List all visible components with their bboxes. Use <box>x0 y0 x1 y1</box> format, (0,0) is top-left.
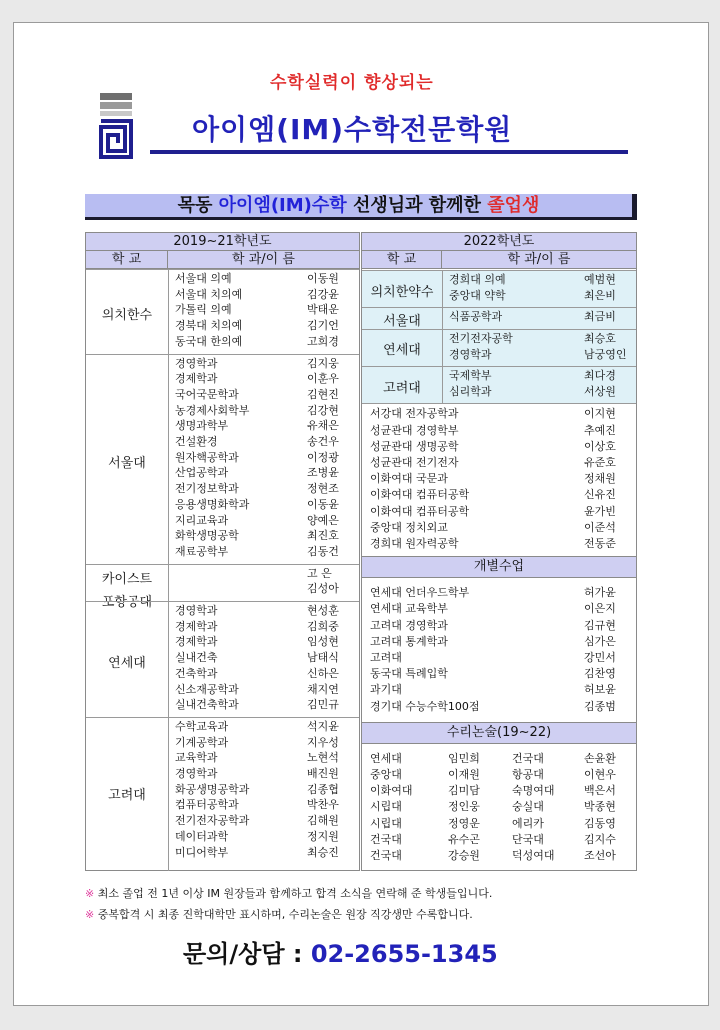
dept-name: 성균관대 생명공학 <box>370 439 459 453</box>
university-name: 덕성여대 <box>512 849 555 862</box>
dept-name: 과기대 <box>370 683 402 697</box>
student-name: 김동건 <box>307 544 339 558</box>
student-name: 이은지 <box>584 602 616 616</box>
col-header-school: 학 교 <box>362 251 442 269</box>
school-group <box>362 307 636 308</box>
dept-name: 가톨릭 의예 <box>175 303 232 317</box>
student-name: 양예은 <box>307 513 339 527</box>
student-name: 석지윤 <box>307 719 339 733</box>
banner-part-1: 목동 <box>177 195 219 216</box>
school-group <box>86 564 359 565</box>
student-name: 박종현 <box>584 800 616 814</box>
student-name: 허보윤 <box>584 683 616 697</box>
student-name: 박태운 <box>307 303 339 317</box>
student-name: 손윤환 <box>584 751 616 765</box>
student-name: 최승진 <box>307 845 339 859</box>
dept-name: 서울대 치의예 <box>175 287 243 301</box>
dept-name: 데이터과학 <box>175 829 229 843</box>
student-name: 정인웅 <box>448 800 480 814</box>
dept-name: 경영학과 <box>175 604 218 617</box>
school-group <box>362 270 636 271</box>
school-name: 서울대 <box>108 455 146 471</box>
contact-info <box>183 934 498 969</box>
dept-name: 농경제사회학부 <box>175 403 250 417</box>
dept-name: 이화여대 컴퓨터공학 <box>370 488 470 502</box>
student-name: 김지수 <box>584 832 616 846</box>
dept-name: 경북대 치의예 <box>175 319 243 333</box>
dept-name: 동국대 한의예 <box>175 334 243 348</box>
dept-name: 경영학과 <box>175 356 218 370</box>
school-group <box>86 717 359 718</box>
student-name: 강민서 <box>584 651 616 664</box>
note-1 <box>85 885 492 901</box>
dept-name: 경제학과 <box>175 635 218 649</box>
student-name: 임민희 <box>448 751 480 765</box>
dept-name: 연세대 교육학부 <box>370 602 448 616</box>
dept-name: 고려대 경영학과 <box>370 618 448 632</box>
student-name: 채지연 <box>307 682 339 696</box>
dept-name: 경희대 의예 <box>449 273 506 286</box>
school-divider <box>442 270 443 403</box>
dept-name: 원자핵공학과 <box>175 450 239 464</box>
student-name: 김강윤 <box>307 287 339 301</box>
dept-name: 중앙대 정치외교 <box>370 520 448 534</box>
essay-header: 수리논술(19~22) <box>362 722 636 744</box>
dept-name: 미디어학부 <box>175 845 229 859</box>
banner-part-2: 아이엠(IM)수학 <box>218 195 347 216</box>
dept-name: 심리학과 <box>449 385 492 399</box>
student-name: 최금비 <box>584 310 616 324</box>
student-name: 이현우 <box>584 768 616 781</box>
student-name: 윤가빈 <box>584 504 616 518</box>
academy-name: 아이엠(IM)수학전문학원 <box>192 113 513 146</box>
school-name: 카이스트 포항공대 <box>86 568 168 610</box>
dept-name: 수학교육과 <box>175 719 229 733</box>
dept-name: 교육학과 <box>175 751 218 765</box>
university-name: 중앙대 <box>370 768 402 781</box>
student-name: 정지원 <box>307 829 339 843</box>
university-name: 건국대 <box>370 849 402 862</box>
title-banner <box>85 194 637 220</box>
student-name: 정영운 <box>448 816 480 830</box>
im-logo-icon <box>98 93 134 163</box>
dept-name: 실내건축학과 <box>175 698 239 712</box>
dept-name: 화학생명공학 <box>175 529 239 543</box>
banner-part-3: 선생님과 함께한 <box>346 195 488 216</box>
dept-name: 전기전자공학 <box>449 331 513 345</box>
student-name: 최은비 <box>584 289 616 303</box>
school-name: 의치한수 <box>101 308 153 324</box>
student-name: 조병윤 <box>307 466 339 480</box>
student-name: 김종범 <box>584 699 616 713</box>
student-name: 김미담 <box>448 784 480 798</box>
university-name: 건국대 <box>512 751 544 765</box>
student-name: 이동원 <box>307 272 339 285</box>
col-header-dept: 학 과/이 름 <box>168 251 359 269</box>
header-underline <box>150 150 628 154</box>
dept-name: 서울대 의예 <box>175 272 232 285</box>
student-name: 송건우 <box>307 435 339 448</box>
tagline: 수학실력이 향상되는 <box>270 73 434 93</box>
dept-name: 중앙대 약학 <box>449 289 506 303</box>
dept-name: 경영학과 <box>175 767 218 780</box>
dept-name: 경제학과 <box>175 619 218 633</box>
contact-label: 문의/상담 : <box>183 940 311 968</box>
year-header: 2022학년도 <box>362 233 636 251</box>
student-name: 정채원 <box>584 472 616 486</box>
student-name: 전동준 <box>584 537 616 550</box>
student-name: 유준호 <box>584 456 616 469</box>
col-header-dept: 학 과/이 름 <box>442 251 636 269</box>
student-name: 고희경 <box>307 334 339 348</box>
student-name: 이상호 <box>584 439 616 453</box>
dept-name: 식품공학과 <box>449 310 503 324</box>
university-name: 연세대 <box>370 751 402 765</box>
student-name: 이동윤 <box>307 497 339 511</box>
school-name: 서울대 <box>383 314 421 329</box>
school-group <box>362 366 636 367</box>
dept-name: 생명과학부 <box>175 419 229 433</box>
dept-name: 실내건축 <box>175 651 218 665</box>
student-name: 고 은 <box>307 566 332 580</box>
school-group <box>86 354 359 355</box>
dept-name: 경기대 수능수학100점 <box>370 699 480 713</box>
dept-name: 성균관대 전기전자 <box>370 456 459 469</box>
year-header: 2019~21학년도 <box>86 233 359 251</box>
student-name: 김찬영 <box>584 667 616 681</box>
student-name: 임성현 <box>307 635 339 649</box>
student-name: 서상원 <box>584 385 616 399</box>
student-name: 김강현 <box>307 403 339 417</box>
banner-part-4: 졸업생 <box>487 195 540 216</box>
dept-name: 기계공학과 <box>175 735 229 749</box>
dept-name: 전기전자공학과 <box>175 814 250 828</box>
dept-name: 국제학부 <box>449 369 492 382</box>
school-group <box>362 329 636 330</box>
student-name: 이정광 <box>307 450 339 464</box>
student-name: 남궁영인 <box>584 347 627 361</box>
dept-name: 국어국문학과 <box>175 387 239 401</box>
student-name: 김규현 <box>584 618 616 632</box>
student-name: 배진원 <box>307 767 339 780</box>
dept-name: 전기정보학과 <box>175 482 239 496</box>
school-name: 고려대 <box>383 380 421 396</box>
student-name: 최승호 <box>584 331 616 345</box>
student-name: 김기언 <box>307 319 339 333</box>
school-name: 연세대 <box>108 655 146 671</box>
student-name: 김성아 <box>307 582 339 596</box>
note-text-2: 중복합격 시 최종 진학대학만 표시하며, 수리논술은 원장 직강생만 수록합니다. <box>97 908 473 921</box>
student-name: 김현진 <box>307 387 339 401</box>
student-name: 김희중 <box>307 619 339 633</box>
student-name: 신유진 <box>584 488 616 502</box>
student-name: 예범현 <box>584 273 616 286</box>
university-name: 시립대 <box>370 816 402 830</box>
student-name: 현성훈 <box>307 604 339 617</box>
student-name: 정현조 <box>307 482 339 496</box>
left-table <box>85 232 360 871</box>
individual-header: 개별수업 <box>362 556 636 578</box>
note-2 <box>85 906 473 922</box>
student-name: 김종협 <box>307 782 339 796</box>
school-name: 의치한약수 <box>370 284 434 300</box>
student-name: 이재원 <box>448 768 480 781</box>
student-name: 노현석 <box>307 751 339 765</box>
school-divider <box>168 269 169 871</box>
university-name: 시립대 <box>370 800 402 814</box>
student-name: 유채은 <box>307 419 339 433</box>
university-name: 이화여대 <box>370 784 413 798</box>
student-name: 이준석 <box>584 520 616 534</box>
university-name: 숭실대 <box>512 800 544 814</box>
dept-name: 응용생명화학과 <box>175 497 250 511</box>
student-name: 최다경 <box>584 369 616 382</box>
student-name: 김해원 <box>307 814 339 828</box>
contact-phone: 02-2655-1345 <box>310 940 498 968</box>
dept-name: 경제학과 <box>175 372 218 386</box>
university-name: 에리카 <box>512 816 544 830</box>
dept-name: 컴퓨터공학과 <box>175 798 239 812</box>
dept-name: 건설환경 <box>175 435 218 448</box>
student-name: 지우성 <box>307 735 339 749</box>
dept-name: 신소재공학과 <box>175 682 239 696</box>
student-name: 최진호 <box>307 529 339 543</box>
school-name: 연세대 <box>383 343 421 359</box>
note-text-1: 최소 졸업 전 1년 이상 IM 원장들과 함께하고 합격 소식을 연락해 준 학생들입니다. <box>97 887 493 900</box>
dept-name: 건축학과 <box>175 666 218 680</box>
dept-name: 산업공학과 <box>175 466 229 480</box>
university-name: 숙명여대 <box>512 784 555 798</box>
note-mark-1: ※ <box>85 887 95 900</box>
school-name: 고려대 <box>108 787 146 803</box>
student-name: 신하은 <box>307 666 339 680</box>
school-group <box>86 601 359 602</box>
student-name: 심가은 <box>584 634 616 648</box>
dept-name: 이화여대 국문과 <box>370 472 448 486</box>
student-name: 박찬우 <box>307 798 339 812</box>
dept-name: 고려대 통계학과 <box>370 634 448 648</box>
student-name: 추예진 <box>584 423 616 437</box>
student-name: 김동영 <box>584 816 616 830</box>
student-name: 조선아 <box>584 849 616 862</box>
school-name-2: 포항공대 <box>101 595 153 611</box>
university-name: 단국대 <box>512 832 544 846</box>
note-mark-2: ※ <box>85 908 95 921</box>
school-group <box>86 269 359 270</box>
dept-name: 화공생명공학과 <box>175 782 250 796</box>
student-name: 남태식 <box>307 651 339 665</box>
student-name: 허가윤 <box>584 586 616 600</box>
dept-name: 연세대 언더우드학부 <box>370 586 470 600</box>
student-name: 이훈우 <box>307 372 339 386</box>
student-name: 김민규 <box>307 698 339 712</box>
dept-name: 이화여대 컴퓨터공학 <box>370 504 470 518</box>
dept-name: 서강대 전자공학과 <box>370 407 459 421</box>
dept-name: 경희대 원자력공학 <box>370 537 459 550</box>
student-name: 유수곤 <box>448 832 480 846</box>
right-table <box>361 232 637 871</box>
student-name: 강승원 <box>448 849 480 862</box>
dept-name: 동국대 특례입학 <box>370 667 448 681</box>
others-divider <box>362 403 636 404</box>
student-name: 백은서 <box>584 784 616 798</box>
dept-name: 고려대 <box>370 651 402 664</box>
student-name: 이지현 <box>584 407 616 421</box>
student-name: 김지웅 <box>307 356 339 370</box>
university-name: 항공대 <box>512 768 544 781</box>
col-header-school: 학 교 <box>86 251 168 269</box>
dept-name: 지리교육과 <box>175 513 229 527</box>
dept-name: 경영학과 <box>449 347 492 361</box>
university-name: 건국대 <box>370 832 402 846</box>
dept-name: 성균관대 경영학부 <box>370 423 459 437</box>
dept-name: 재료공학부 <box>175 544 229 558</box>
